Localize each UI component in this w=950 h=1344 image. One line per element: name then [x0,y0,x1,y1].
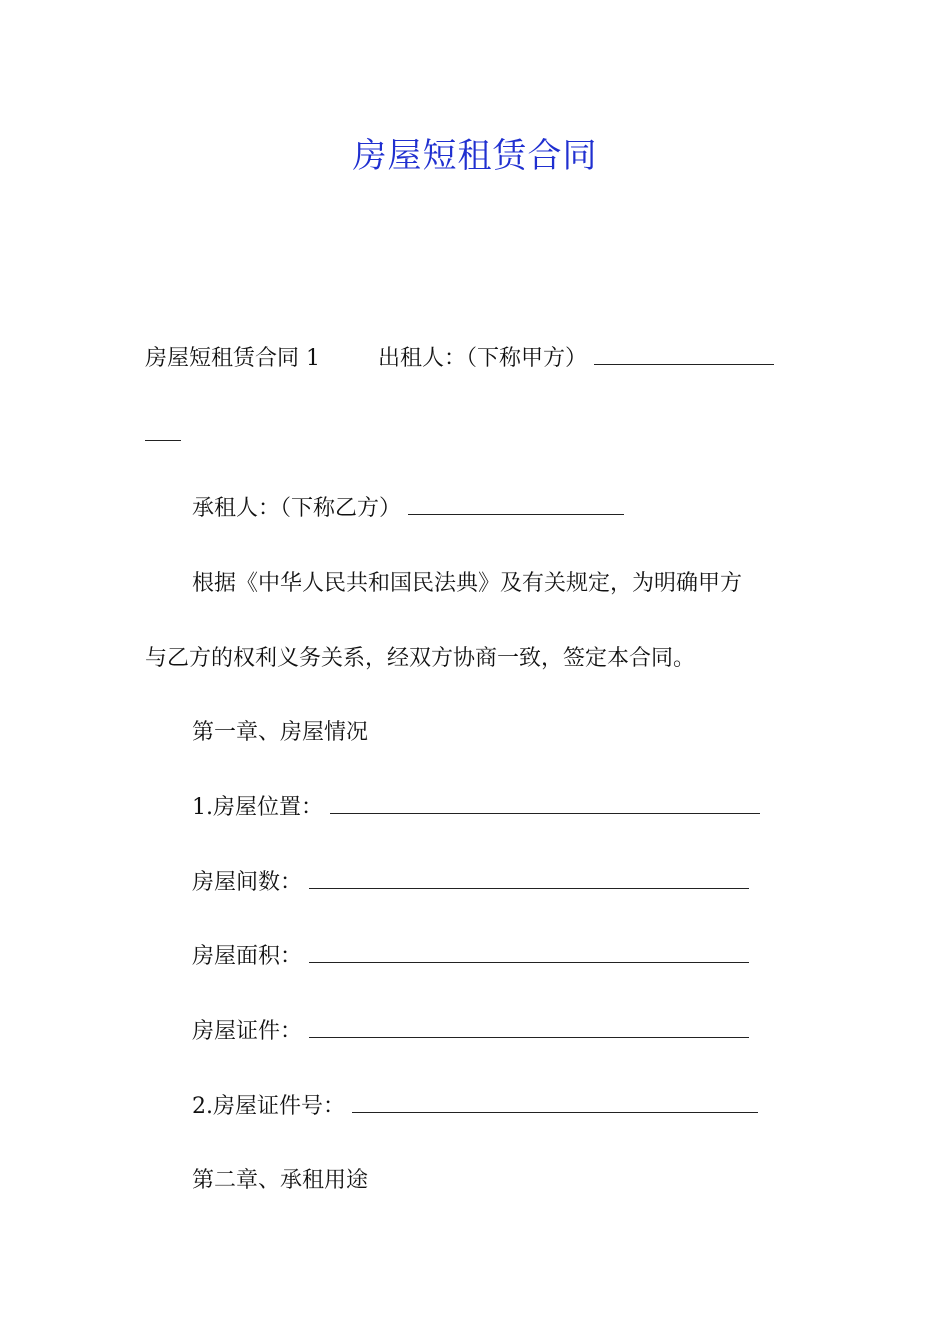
room-count-label: 房屋间数： [192,870,303,895]
chapter-2-heading: 第二章、承租用途 [192,1168,369,1193]
house-location-line [192,793,760,823]
house-location-label: 1.房屋位置： [192,795,323,820]
chapter-1-heading: 第一章、房屋情况 [192,720,369,745]
document-title: 房屋短租赁合同 [352,136,598,176]
lessor-blank [594,346,774,365]
house-location-blank [330,795,760,814]
house-certificate-label: 房屋证件： [192,1019,303,1044]
house-certificate-line [192,1017,749,1047]
certificate-number-blank [352,1094,758,1113]
lessor-blank-continued [145,420,181,450]
lessor-label: 出租人：（下称甲方） [378,346,588,371]
certificate-number-line [192,1092,758,1122]
certificate-number-label: 2.房屋证件号： [192,1094,345,1119]
house-certificate-blank [309,1019,749,1038]
lessee-blank [408,496,624,515]
lessee-line [192,494,624,524]
contract-heading-line [145,344,774,374]
room-count-blank [309,870,749,889]
preamble-line-2: 与乙方的权利义务关系，经双方协商一致，签定本合同。 [145,646,696,671]
house-area-line [192,942,749,972]
preamble-line-1: 根据《中华人民共和国民法典》及有关规定，为明确甲方 [192,571,743,596]
house-area-label: 房屋面积： [192,944,303,969]
room-count-line [192,868,749,898]
house-area-blank [309,944,749,963]
contract-number: 房屋短租赁合同 1 [145,346,320,371]
lessee-label: 承租人：（下称乙方） [192,496,402,521]
